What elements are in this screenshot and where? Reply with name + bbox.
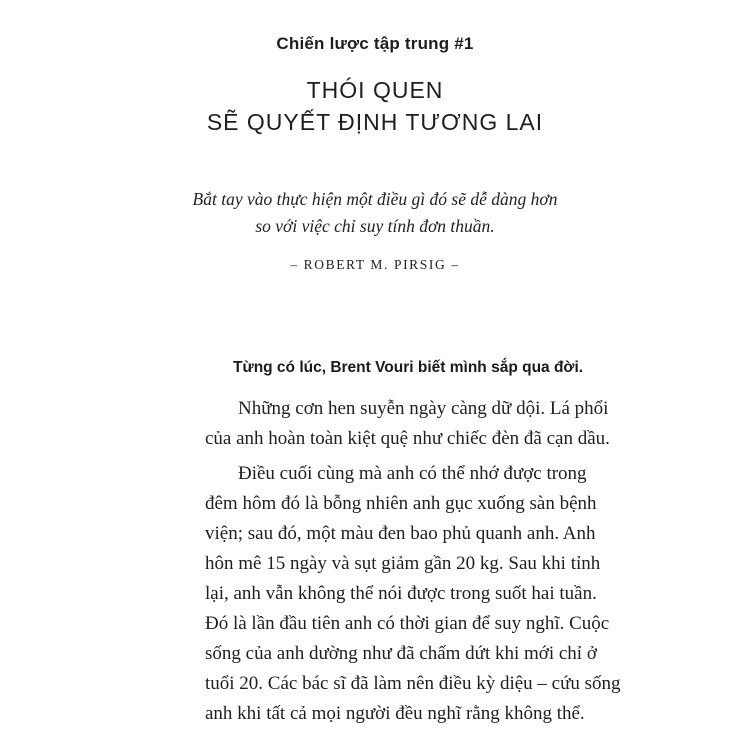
paragraph-2-line: đêm hôm đó là bỗng nhiên anh gục xuống sàn bệnh (205, 493, 597, 514)
paragraph-1-line: của anh hoàn toàn kiệt quệ như chiếc đèn đã cạn dầu. (205, 428, 610, 449)
paragraph-2-line: Điều cuối cùng mà anh có thể nhớ được trong (238, 463, 587, 484)
chapter-title-line-1: THÓI QUEN (306, 77, 444, 103)
epigraph-attribution: – ROBERT M. PIRSIG – (290, 257, 460, 272)
chapter-title-line-2: SẼ QUYẾT ĐỊNH TƯƠNG LAI (206, 109, 544, 135)
epigraph-line-1: Bắt tay vào thực hiện một điều gì đó sẽ dễ dàng hơn (192, 189, 558, 209)
paragraph-2-line: lại, anh vẫn không thể nói được trong suốt hai tuần. (205, 583, 597, 604)
paragraph-2-line: tuổi 20. Các bác sĩ đã làm nên điều kỳ diệu – cứu sống (205, 673, 621, 694)
lead-sentence: Từng có lúc, Brent Vouri biết mình sắp qua đời. (233, 359, 584, 376)
epigraph-line-2: so với việc chỉ suy tính đơn thuần. (255, 216, 495, 236)
strategy-label: Chiến lược tập trung #1 (276, 34, 474, 53)
paragraph-2-line: hôn mê 15 ngày và sụt giảm gần 20 kg. Sau khi tỉnh (205, 553, 601, 574)
paragraph-2-line: sống của anh dường như đã chấm dứt khi mới chỉ ở (205, 643, 597, 664)
paragraph-1-line: Những cơn hen suyễn ngày càng dữ dội. Lá phổi (238, 398, 609, 419)
paragraph-2-line: viện; sau đó, một màu đen bao phủ quanh anh. Anh (205, 523, 596, 544)
paragraph-2-line: anh khi tất cả mọi người đều nghĩ rằng không thể. (205, 703, 585, 724)
paragraph-2-line: Đó là lần đầu tiên anh có thời gian để suy nghĩ. Cuộc (205, 613, 610, 634)
